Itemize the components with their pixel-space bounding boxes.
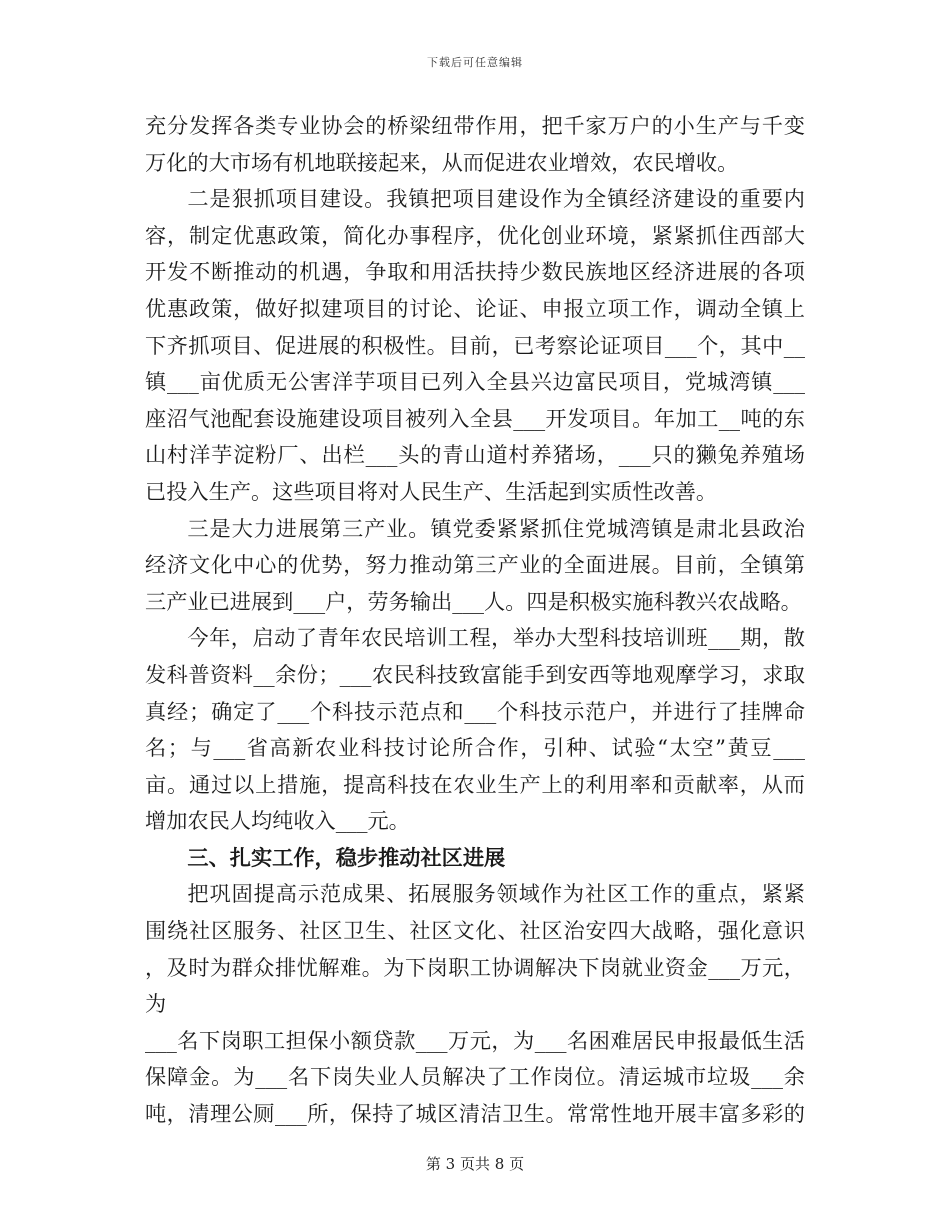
document-body (145, 108, 805, 1133)
text-line: 真经；确定了___个科技示范点和___个科技示范户，并进行了挂牌命 (145, 698, 805, 724)
text-line: 座沼气池配套设施建设项目被列入全县___开发项目。年加工__吨的东 (145, 405, 805, 431)
text-line: 下齐抓项目、促进展的积极性。目前，已考察论证项目___个，其中__ (145, 332, 805, 358)
text-line: 山村洋芋淀粉厂、出栏___头的青山道村养猪场，___只的獭兔养殖场 (145, 442, 805, 468)
text-line: ___名下岗职工担保小额贷款___万元，为___名困难居民申报最低生活 (145, 1027, 805, 1053)
text-line: 增加农民人均纯收入___元。 (145, 808, 410, 834)
text-line: ，及时为群众排忧解难。为下岗职工协调解决下岗就业资金___万元，为 (145, 954, 805, 1017)
text-line: 三是大力进展第三产业。镇党委紧紧抓住党城湾镇是肃北县政治 (187, 515, 805, 541)
text-line: 亩。通过以上措施，提高科技在农业生产上的利用率和贡献率，从而 (145, 771, 805, 797)
text-line: 发科普资料__余份；___农民科技致富能手到安西等地观摩学习，求取 (145, 661, 805, 687)
text-line: 吨，清理公厕___所，保持了城区清洁卫生。常常性地开展丰富多彩的 (145, 1101, 805, 1127)
text-line: 保障金。为___名下岗失业人员解决了工作岗位。清运城市垃圾___余 (145, 1064, 805, 1090)
text-line: 经济文化中心的优势，努力推动第三产业的全面进展。目前，全镇第 (145, 552, 805, 578)
text-line: 把巩固提高示范成果、拓展服务领域作为社区工作的重点，紧紧 (187, 881, 805, 907)
page-footer: 第 3 页共 8 页 (425, 1155, 525, 1173)
text-line: 优惠政策，做好拟建项目的讨论、论证、申报立项工作，调动全镇上 (145, 295, 805, 321)
text-line: 围绕社区服务、社区卫生、社区文化、社区治安四大战略，强化意识 (145, 918, 805, 944)
text-line: 已投入生产。这些项目将对人民生产、生活起到实质性改善。 (145, 478, 718, 504)
text-line: 镇___亩优质无公害洋芋项目已列入全县兴边富民项目，党城湾镇___ (145, 369, 805, 395)
text-line: 今年，启动了青年农民培训工程，举办大型科技培训班___期，散 (187, 625, 805, 651)
page-header: 下载后可任意编辑 (427, 56, 523, 69)
text-line: 充分发挥各类专业协会的桥梁纽带作用，把千家万户的小生产与千变 (145, 113, 805, 138)
text-line: 三产业已进展到___户，劳务输出___人。四是积极实施科教兴农战略。 (145, 588, 802, 614)
section-heading: 三、扎实工作，稳步推动社区进展 (187, 844, 506, 870)
text-line: 二是狠抓项目建设。我镇把项目建设作为全镇经济建设的重要内 (187, 186, 805, 212)
text-line: 容，制定优惠政策，简化办事程序，优化创业环境，紧紧抓住西部大 (145, 222, 805, 248)
text-line: 万化的大市场有机地联接起来，从而促进农业增效，农民增收。 (145, 149, 739, 175)
text-line: 名；与___省高新农业科技讨论所合作，引种、试验“太空”黄豆___ (145, 735, 805, 761)
text-line: 开发不断推动的机遇，争取和用活扶持少数民族地区经济进展的各项 (145, 259, 805, 285)
